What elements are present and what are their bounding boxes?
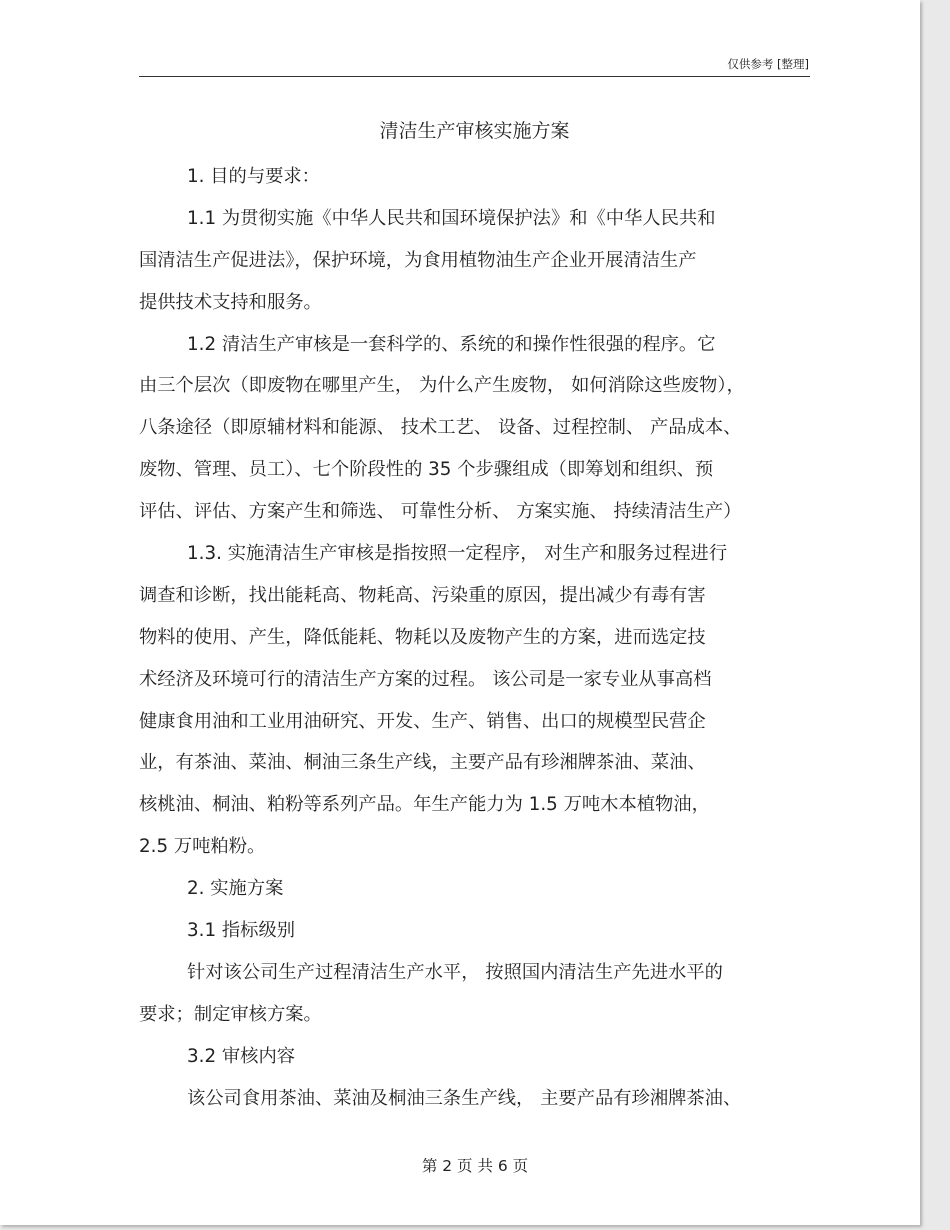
text-line: 3.1 指标级别 — [187, 920, 296, 942]
text-line: 3.2 审核内容 — [187, 1045, 296, 1067]
text-line: 要求；制定审核方案。 — [139, 1003, 322, 1025]
text-line: 国清洁生产促进法》，保护环境，为食用植物油生产企业开展清洁生产 — [139, 249, 697, 271]
page-header-text: 仅供参考 [整理] — [727, 57, 809, 71]
text-line: 八条途径（即原辅材料和能源、 技术工艺、 设备、过程控制、 产品成本、 — [139, 417, 742, 439]
text-line: 由三个层次（即废物在哪里产生， 为什么产生废物， 如何消除这些废物）， — [139, 375, 745, 397]
text-line: 2.5 万吨粕粉。 — [139, 836, 266, 858]
text-line: 调查和诊断，找出能耗高、物耗高、污染重的原因，提出减少有毒有害 — [139, 584, 706, 606]
text-line: 1.2 清洁生产审核是一套科学的、系统的和操作性很强的程序。它 — [187, 333, 716, 355]
document-title: 清洁生产审核实施方案 — [379, 120, 570, 142]
text-line: 提供技术支持和服务。 — [139, 291, 322, 313]
text-line: 健康食用油和工业用油研究、开发、生产、销售、出口的规模型民营企 — [139, 710, 706, 732]
text-line: 术经济及环境可行的清洁生产方案的过程。 该公司是一家专业从事高档 — [139, 668, 712, 690]
text-line: 2. 实施方案 — [187, 878, 284, 900]
text-line: 评估、评估、方案产生和筛选、 可靠性分析、 方案实施、 持续清洁生产） — [139, 501, 742, 523]
text-line: 针对该公司生产过程清洁生产水平， 按照国内清洁生产先进水平的 — [187, 961, 723, 983]
document-body — [139, 156, 814, 1119]
text-line: 1. 目的与要求： — [187, 166, 320, 187]
text-line: 核桃油、桐油、粕粉等系列产品。年生产能力为 1.5 万吨木本植物油， — [139, 794, 710, 816]
text-line: 该公司食用茶油、菜油及桐油三条生产线， 主要产品有珍湘牌茶油、 — [187, 1087, 742, 1109]
header-rule — [139, 76, 810, 77]
text-line: 业，有茶油、菜油、桐油三条生产线，主要产品有珍湘牌茶油、菜油、 — [139, 752, 706, 774]
text-line: 物料的使用、产生，降低能耗、物耗以及废物产生的方案，进而选定技 — [139, 626, 706, 648]
page-footer: 第 2 页 共 6 页 — [421, 1157, 529, 1175]
text-line: 1.3. 实施清洁生产审核是指按照一定程序， 对生产和服务过程进行 — [187, 543, 728, 565]
text-line: 1.1 为贯彻实施《中华人民共和国环境保护法》和《中华人民共和 — [187, 207, 716, 229]
text-line: 废物、管理、员工）、七个阶段性的 35 个步骤组成（即筹划和组织、预 — [139, 459, 714, 481]
